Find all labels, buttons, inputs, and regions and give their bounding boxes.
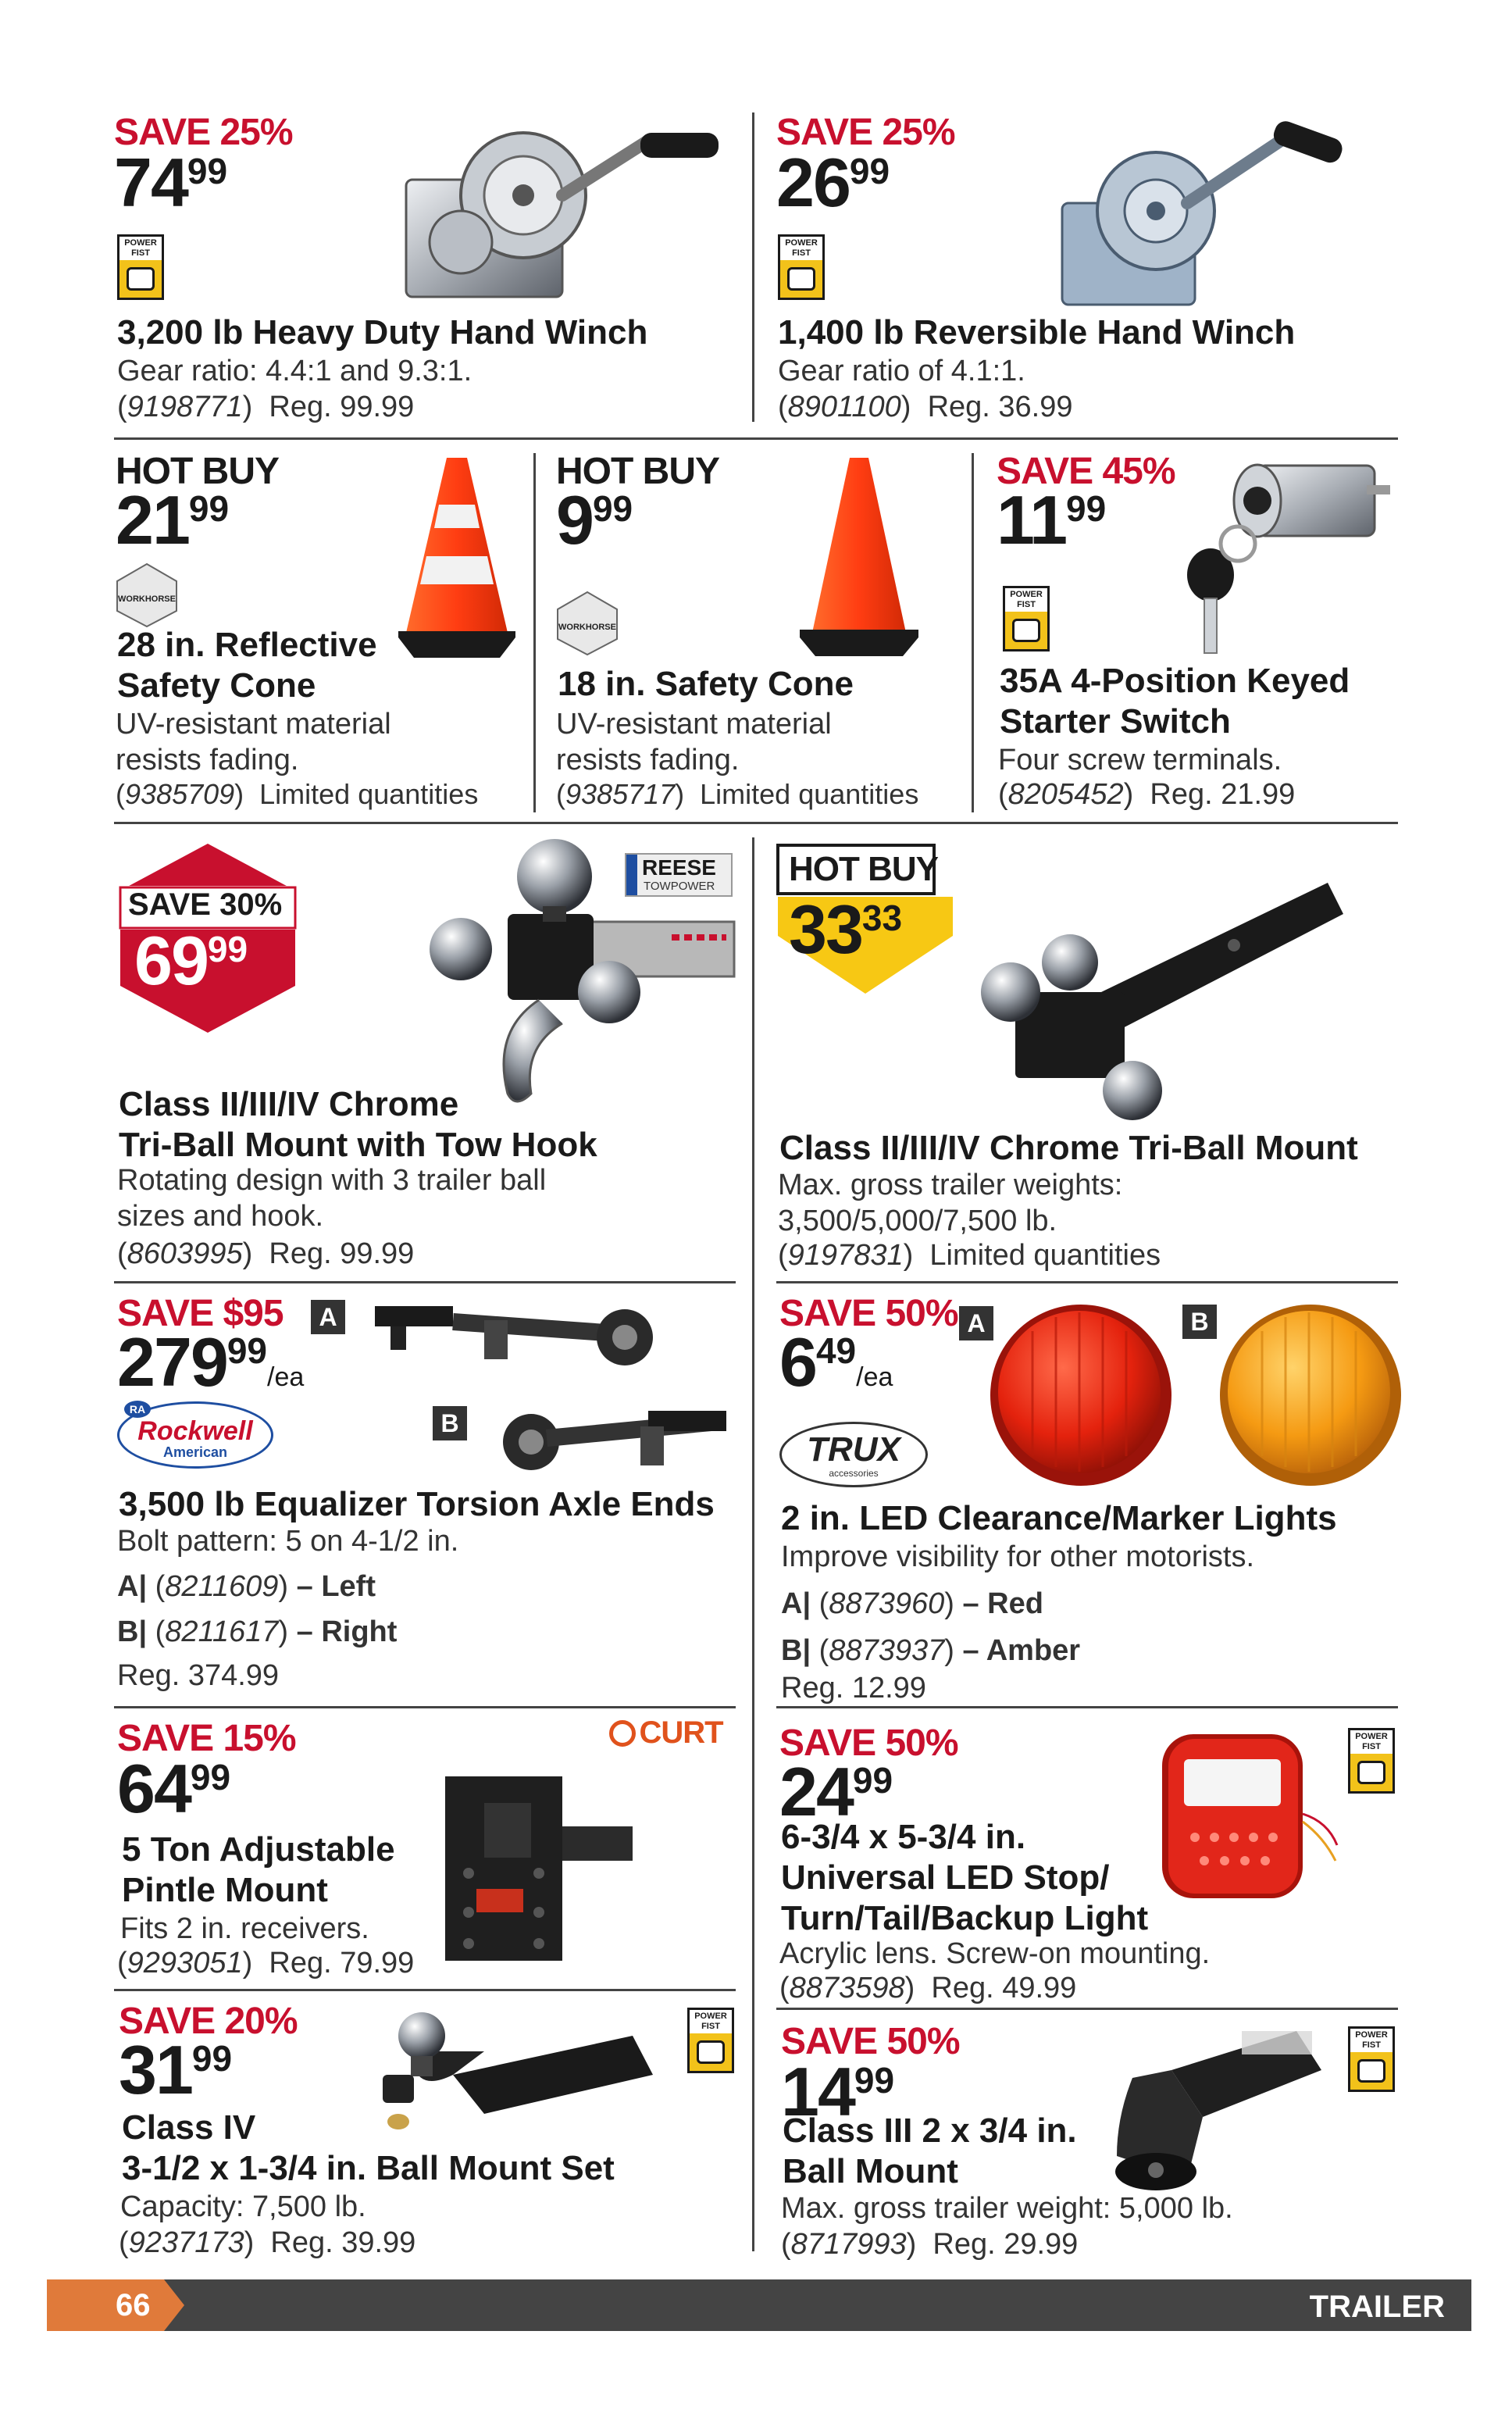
save-badge: SAVE 25% [776, 112, 955, 153]
divider [972, 453, 974, 812]
save-badge: SAVE 20% [119, 2001, 298, 2042]
product-title: Class IV 3-1/2 x 1-3/4 in. Ball Mount Set [122, 2108, 615, 2187]
option-a-label: A [311, 1300, 345, 1334]
product-desc: Improve visibility for other motorists. [781, 1540, 1255, 1573]
save-badge: SAVE 50% [779, 1722, 958, 1764]
footer-bar [47, 2279, 1471, 2331]
pintle-mount-image [437, 1772, 640, 1967]
divider [776, 2008, 1398, 2010]
sku-line: (9385717) Limited quantities [556, 778, 919, 810]
product-desc: Gear ratio of 4.1:1. [778, 355, 1025, 387]
save-badge: SAVE 25% [114, 112, 293, 153]
hot-buy-badge: HOT BUY [556, 451, 719, 492]
sku-line: (8901100) Reg. 36.99 [778, 391, 1073, 423]
regular-price: Reg. 374.99 [117, 1659, 280, 1692]
divider [114, 1281, 736, 1283]
divider [114, 1989, 736, 1991]
svg-text:WORKHORSE: WORKHORSE [118, 594, 176, 604]
product-title: 35A 4-Position Keyed Starter Switch [1000, 662, 1350, 741]
save-badge: SAVE 30% [128, 887, 283, 922]
sku-line: (9385709) Limited quantities [116, 778, 479, 810]
section-label: TRAILER [1309, 2290, 1445, 2324]
product-title: 5 Ton Adjustable Pintle Mount [122, 1830, 395, 1909]
product-desc: Four screw terminals. [998, 744, 1282, 776]
power-fist-logo: POWER FIST [778, 234, 825, 300]
sku-line: (9198771) Reg. 99.99 [117, 391, 415, 423]
page-number: 66 [116, 2288, 151, 2322]
option-b[interactable]: B| (8873937) – Amber [781, 1634, 1081, 1667]
starter-switch-image [1171, 450, 1398, 661]
product-title: 3,200 lb Heavy Duty Hand Winch [117, 313, 648, 352]
hot-buy-badge: HOT BUY [789, 850, 938, 888]
product-title: Class III 2 x 3/4 in. Ball Mount [783, 2112, 1077, 2190]
price: $6^{49}/ea$ [779, 1323, 893, 1401]
price: $69^{99}$ [134, 922, 248, 999]
option-b[interactable]: B| (8211617) – Right [117, 1615, 398, 1648]
option-a-label: A [959, 1306, 993, 1340]
product-desc: Acrylic lens. Screw-on mounting. [779, 1937, 1211, 1970]
hot-buy-badge: HOT BUY [116, 451, 279, 492]
product-desc: UV-resistant material resists fading. [556, 708, 832, 776]
divider [114, 822, 1398, 824]
divider [776, 1281, 1398, 1283]
regular-price: Reg. 12.99 [781, 1672, 926, 1705]
divider [533, 453, 536, 812]
divider [752, 112, 754, 422]
product-desc: UV-resistant material resists fading. [116, 708, 391, 776]
hand-winch-image [390, 109, 734, 320]
option-b-label: B [433, 1406, 467, 1440]
sku-line: (8603995) Reg. 99.99 [117, 1237, 415, 1270]
save-badge: SAVE 50% [781, 2021, 960, 2062]
save-badge: SAVE 45% [997, 451, 1175, 492]
divider [752, 837, 754, 2251]
sku-line: (9237173) Reg. 39.99 [119, 2226, 416, 2259]
price: $74^{99}$ [114, 144, 228, 221]
trux-logo: TRUX accessories [779, 1422, 928, 1487]
product-title: 6-3/4 x 5-3/4 in. Universal LED Stop/ Turn/Tail/Backup Light [781, 1818, 1149, 1937]
power-fist-logo: POWER FIST [1003, 586, 1050, 651]
product-title: Class II/III/IV Chrome Tri-Ball Mount [779, 1129, 1358, 1167]
price: $11^{99}$ [997, 481, 1107, 559]
curt-logo: CURT [609, 1715, 723, 1751]
ball-mount-image [1101, 2023, 1335, 2203]
svg-text:WORKHORSE: WORKHORSE [558, 623, 616, 632]
red-marker-light-image [986, 1300, 1173, 1487]
product-title: 3,500 lb Equalizer Torsion Axle Ends [119, 1485, 715, 1523]
sku-line: (9293051) Reg. 79.99 [117, 1947, 415, 1979]
price: $9^{99}$ [556, 481, 633, 559]
option-a[interactable]: A| (8873960) – Red [781, 1587, 1043, 1620]
product-title: 2 in. LED Clearance/Marker Lights [781, 1499, 1337, 1537]
tri-ball-hook-image [422, 836, 750, 1117]
workhorse-logo [556, 591, 619, 656]
price: $31^{99}$ [119, 2031, 233, 2108]
power-fist-logo: POWER FIST [1348, 1728, 1395, 1794]
power-fist-logo: POWER FIST [687, 2008, 734, 2073]
price: $64^{99}$ [117, 1750, 231, 1827]
product-desc: Fits 2 in. receivers. [120, 1912, 369, 1945]
product-desc: Rotating design with 3 trailer ball sizes and hook. [117, 1164, 547, 1233]
reese-logo: REESE TOWPOWER [625, 853, 733, 897]
price: $279^{99}/ea$ [117, 1323, 305, 1401]
power-fist-logo: POWER FIST [1348, 2026, 1395, 2092]
product-title: 18 in. Safety Cone [558, 665, 854, 703]
amber-marker-light-image [1215, 1300, 1403, 1487]
price: $21^{99}$ [116, 481, 230, 559]
axle-end-right-image [484, 1395, 734, 1481]
price: $24^{99}$ [779, 1753, 893, 1830]
power-fist-logo: POWER FIST [117, 234, 164, 300]
sku-line: (8205452) Reg. 21.99 [998, 778, 1296, 811]
traffic-cone-image [789, 453, 929, 664]
product-title: 28 in. Reflective Safety Cone [117, 626, 377, 705]
product-title: Class II/III/IV Chrome Tri-Ball Mount with Tow Hook [119, 1085, 597, 1164]
divider [776, 1706, 1398, 1708]
product-desc: Max. gross trailer weights: 3,500/5,000/7,500 lb. [778, 1169, 1123, 1237]
option-a[interactable]: A| (8211609) – Left [117, 1570, 376, 1603]
traffic-cone-image [390, 453, 523, 664]
workhorse-logo [116, 562, 178, 628]
save-badge: SAVE $95 [117, 1293, 284, 1334]
hand-winch-image [1047, 109, 1359, 320]
price: $26^{99}$ [776, 144, 890, 221]
rockwell-american-logo: RA Rockwell American [117, 1401, 273, 1469]
product-desc: Capacity: 7,500 lb. [120, 2190, 366, 2223]
divider [114, 437, 1398, 440]
price: $33^{33}$ [789, 891, 903, 968]
save-badge: SAVE 50% [779, 1293, 958, 1334]
sku-line: (8717993) Reg. 29.99 [781, 2228, 1079, 2261]
product-desc: Bolt pattern: 5 on 4-1/2 in. [117, 1525, 459, 1558]
price: $14^{99}$ [781, 2053, 895, 2130]
page-footer [47, 2279, 1471, 2331]
divider [114, 1706, 736, 1708]
sku-line: (8873598) Reg. 49.99 [779, 1972, 1077, 2004]
product-title: 1,400 lb Reversible Hand Winch [778, 313, 1296, 352]
axle-end-left-image [367, 1290, 711, 1376]
tri-ball-mount-image [976, 875, 1351, 1125]
led-tail-light-image [1156, 1728, 1343, 1915]
sku-line: (9197831) Limited quantities [778, 1239, 1161, 1272]
option-b-label: B [1182, 1305, 1217, 1339]
save-badge: SAVE 15% [117, 1718, 296, 1759]
product-desc: Max. gross trailer weight: 5,000 lb. [781, 2192, 1233, 2225]
product-desc: Gear ratio: 4.4:1 and 9.3:1. [117, 355, 472, 387]
